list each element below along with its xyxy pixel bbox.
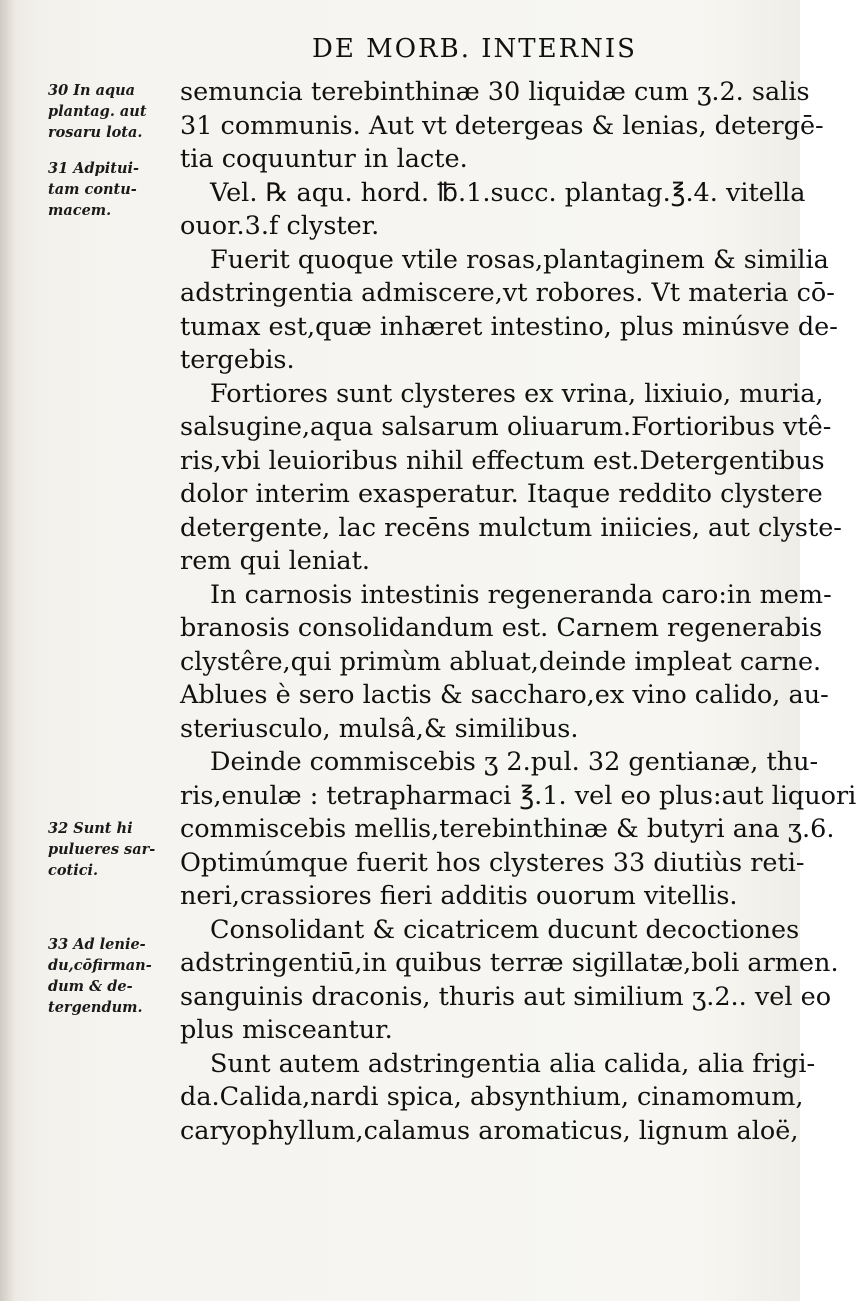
text-line: Ablues è sero lactis & saccharo,ex vino calido, au- <box>180 680 829 710</box>
paragraph <box>180 76 824 177</box>
note-line: macem. <box>48 202 112 219</box>
text-line: In carnosis intestinis regeneranda caro:in mem- <box>210 579 832 610</box>
text-line: semuncia terebinthinæ 30 liquidæ cum ʒ.2. salis <box>180 77 810 107</box>
text-line: plus misceantur. <box>180 1015 393 1045</box>
text-line: commiscebis mellis,terebinthinæ & butyri ana ʒ.6. <box>180 814 835 844</box>
note-line: du,cōfirman- <box>48 957 152 974</box>
running-header: DE MORB. INTERNIS <box>312 34 637 64</box>
text-line: ris,vbi leuioribus nihil effectum est.Detergentibus <box>180 445 825 476</box>
text-line: tergebis. <box>180 345 295 375</box>
page-gutter-shadow <box>0 0 14 1301</box>
note-line: rosaru lota. <box>48 124 143 141</box>
text-line: branosis consolidandum est. Carnem regenerabis <box>180 613 823 643</box>
text-line: detergente, lac recēns mulctum iniicies, aut clyste- <box>180 512 842 543</box>
note-line: 33 Ad lenie- <box>48 936 146 953</box>
margin-note-33 <box>48 934 178 1018</box>
note-line: plantag. aut <box>48 103 147 120</box>
note-line: tergendum. <box>48 999 143 1016</box>
note-line: dum & de- <box>48 978 133 995</box>
text-line: 31 communis. Aut vt detergeas & lenias, detergē- <box>180 110 824 141</box>
paragraph <box>180 914 839 1048</box>
text-line: Deinde commiscebis ʒ 2.pul. 32 gentianæ, thu- <box>210 747 819 777</box>
paragraph <box>180 378 842 579</box>
text-line: rem qui leniat. <box>180 546 370 576</box>
note-line: tam contu- <box>48 181 137 198</box>
text-line: clystêre,qui primùm abluat,deinde impleat carne. <box>180 646 822 677</box>
text-line: adstringentia admiscere,vt robores. Vt materia cō- <box>180 278 835 308</box>
note-line: pulueres sar- <box>48 841 156 858</box>
text-line: Optimúmque fuerit hos clysteres 33 diutiùs reti- <box>180 847 805 878</box>
note-line: 30 In aqua <box>48 82 136 99</box>
text-line: tia coquuntur in lacte. <box>180 144 468 174</box>
margin-note-30 <box>48 80 178 143</box>
margin-note-31 <box>48 158 178 221</box>
text-line: adstringentiū,in quibus terræ sigillatæ,boli armen. <box>180 948 839 978</box>
text-line: tumax est,quæ inhæret intestino, plus minúsve de- <box>180 311 838 342</box>
text-line: Fortiores sunt clysteres ex vrina, lixiuio, muria, <box>210 378 824 409</box>
text-line: ouor.3.f clyster. <box>180 211 380 241</box>
paragraph <box>180 1048 816 1149</box>
text-line: ris,enulæ : tetrapharmaci ℥.1. vel eo plus:aut liquori <box>180 780 856 811</box>
paragraph <box>180 244 838 378</box>
text-line: neri,crassiores fieri additis ouorum vitellis. <box>180 881 738 911</box>
text-line: Fuerit quoque vtile rosas,plantaginem & similia <box>210 244 829 275</box>
text-line: caryophyllum,calamus aromaticus, lignum aloë, <box>180 1115 799 1146</box>
text-line: dolor interim exasperatur. Itaque reddito clystere <box>180 479 823 509</box>
paragraph <box>180 579 832 747</box>
paragraph <box>180 746 856 914</box>
text-line: Vel. ℞ aqu. hord. ℔.1.succ. plantag.℥.4. vitella <box>210 177 806 208</box>
note-line: cotici. <box>48 862 99 879</box>
margin-note-32 <box>48 818 178 881</box>
note-line: 32 Sunt hi <box>48 820 133 837</box>
text-line: Consolidant & cicatricem ducunt decoctiones <box>210 914 800 945</box>
text-line: steriusculo, mulsâ,& similibus. <box>180 713 579 744</box>
text-line: Sunt autem adstringentia alia calida, alia frigi- <box>210 1048 816 1079</box>
text-line: da.Calida,nardi spica, absynthium, cinamomum, <box>180 1082 804 1112</box>
text-line: sanguinis draconis, thuris aut similium ʒ.2.. vel eo <box>180 981 832 1012</box>
note-line: 31 Adpitui- <box>48 160 140 177</box>
paragraph <box>180 177 806 244</box>
text-line: salsugine,aqua salsarum oliuarum.Fortioribus vtê- <box>180 412 832 442</box>
main-text <box>180 76 856 1148</box>
